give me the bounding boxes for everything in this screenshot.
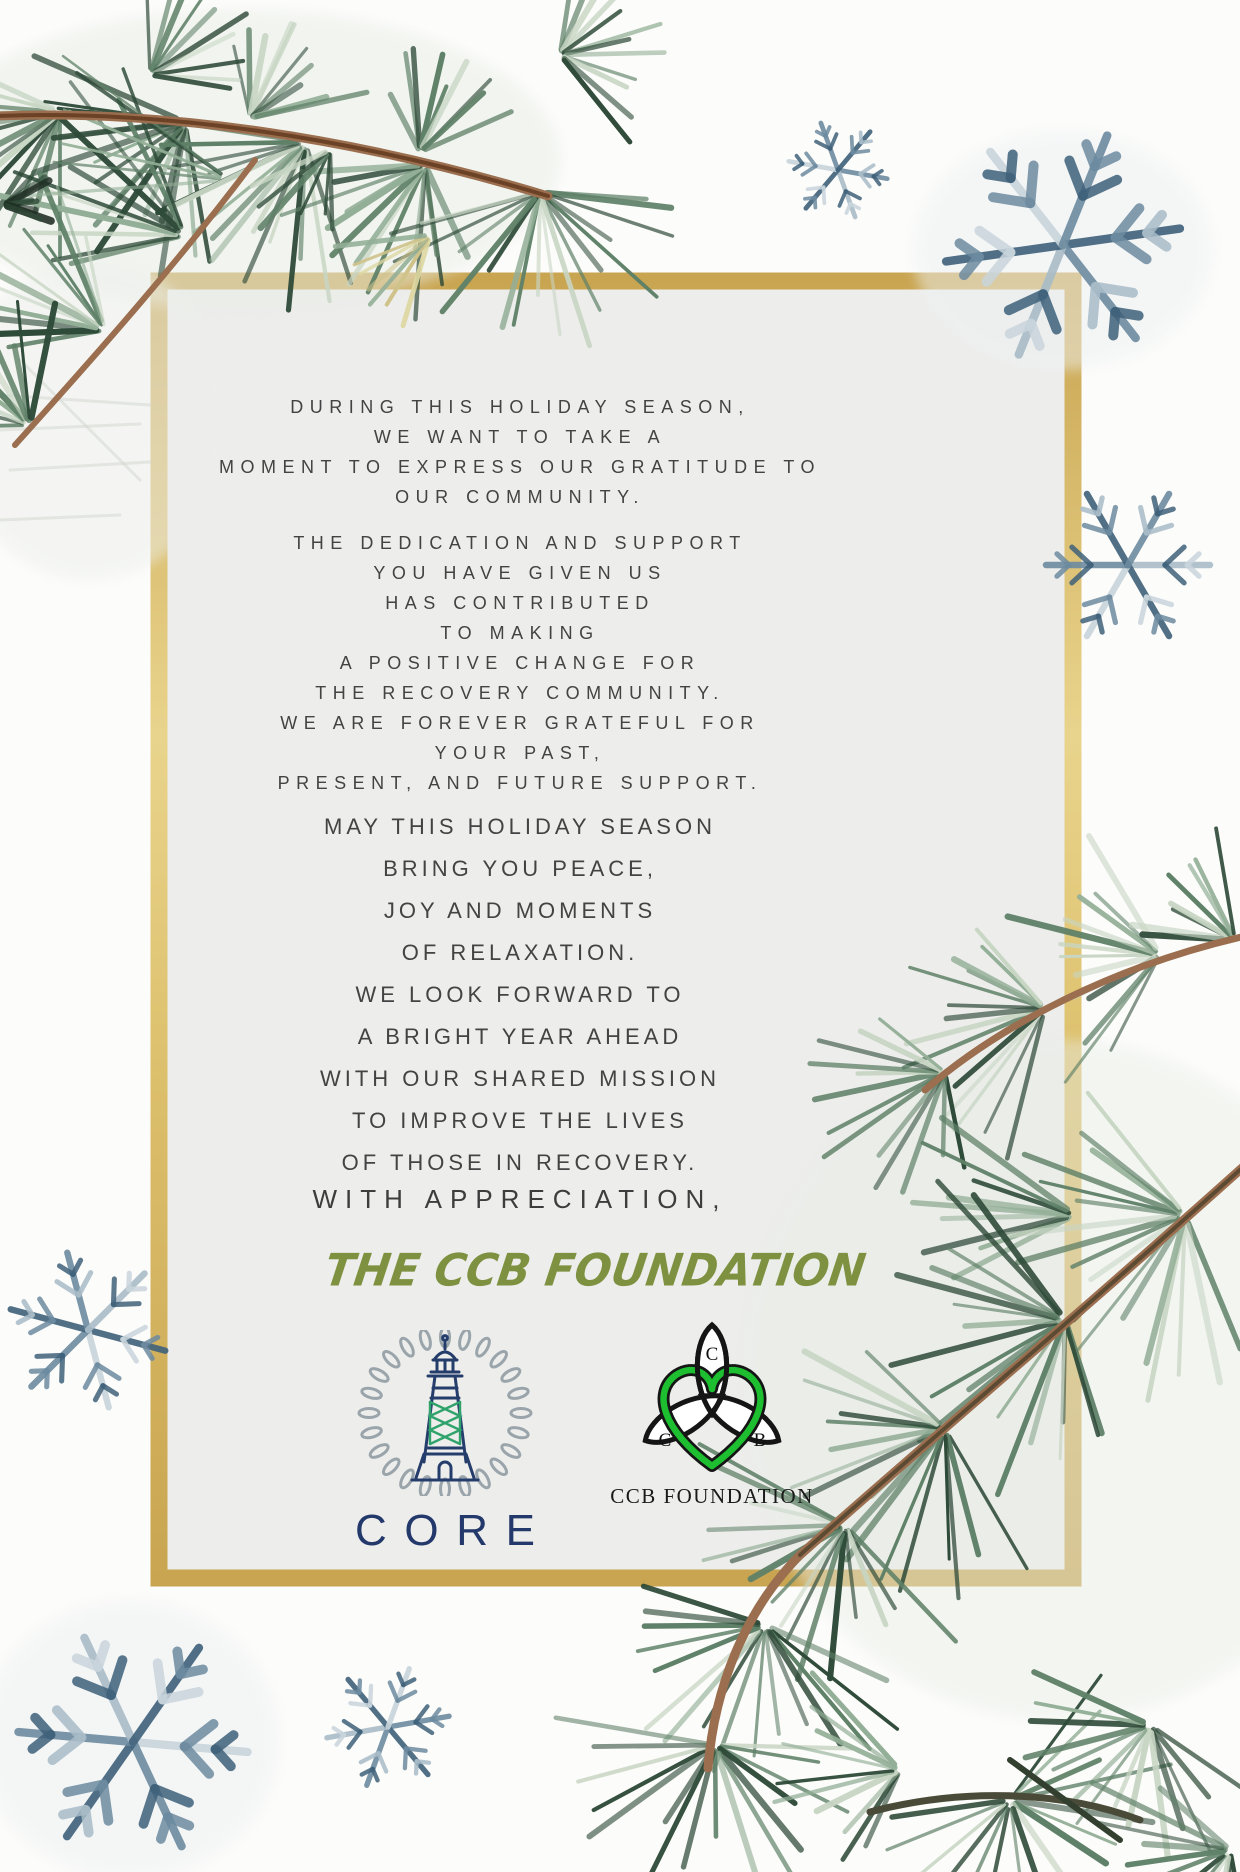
knot-letter-b-right: B <box>753 1430 767 1451</box>
message-line: A POSITIVE CHANGE FOR <box>339 653 701 673</box>
message-line: JOY AND MOMENTS <box>383 898 657 923</box>
knot-letter-c-left: C <box>658 1430 672 1451</box>
core-wordmark: CORE <box>355 1506 553 1555</box>
message-line: PRESENT, AND FUTURE SUPPORT. <box>277 773 763 793</box>
message-line: OF RELAXATION. <box>401 940 639 965</box>
message-line: YOU HAVE GIVEN US <box>373 563 667 583</box>
message-line: BRING YOU PEACE, <box>383 856 657 881</box>
message-line: OUR COMMUNITY. <box>395 487 645 507</box>
signature-script: THE CCB FOUNDATION <box>321 1245 869 1297</box>
core-celtic-lattice <box>430 1402 460 1444</box>
knot-letter-c-top: C <box>705 1344 719 1365</box>
message-line: YOUR PAST, <box>434 743 606 763</box>
message-line: DURING THIS HOLIDAY SEASON, <box>290 397 750 417</box>
ccb-foundation-icon <box>586 1320 838 1486</box>
message-line: A BRIGHT YEAR AHEAD <box>357 1024 683 1049</box>
message-line: TO IMPROVE THE LIVES <box>352 1108 688 1133</box>
message-line: OF THOSE IN RECOVERY. <box>341 1150 699 1175</box>
message-line: WITH OUR SHARED MISSION <box>319 1066 720 1091</box>
closing-line: WITH APPRECIATION, <box>312 1184 728 1214</box>
greeting-paragraph-2 <box>140 528 900 798</box>
message-line: HAS CONTRIBUTED <box>385 593 655 613</box>
ccb-caption: CCB FOUNDATION <box>610 1484 814 1508</box>
message-line: WE ARE FOREVER GRATEFUL FOR <box>280 713 760 733</box>
core-lighthouse-icon <box>318 1330 572 1496</box>
message-line: THE DEDICATION AND SUPPORT <box>293 533 747 553</box>
message-line: WE LOOK FORWARD TO <box>355 982 685 1007</box>
core-rays <box>359 1330 531 1496</box>
message-line: MOMENT TO EXPRESS OUR GRATITUDE TO <box>218 457 822 477</box>
message-line: WE WANT TO TAKE A <box>373 427 667 447</box>
message-line: TO MAKING <box>440 623 600 643</box>
message-line: THE RECOVERY COMMUNITY. <box>315 683 725 703</box>
greeting-paragraph-1 <box>140 392 900 512</box>
greeting-paragraph-3 <box>140 806 900 1184</box>
message-line: MAY THIS HOLIDAY SEASON <box>324 814 716 839</box>
